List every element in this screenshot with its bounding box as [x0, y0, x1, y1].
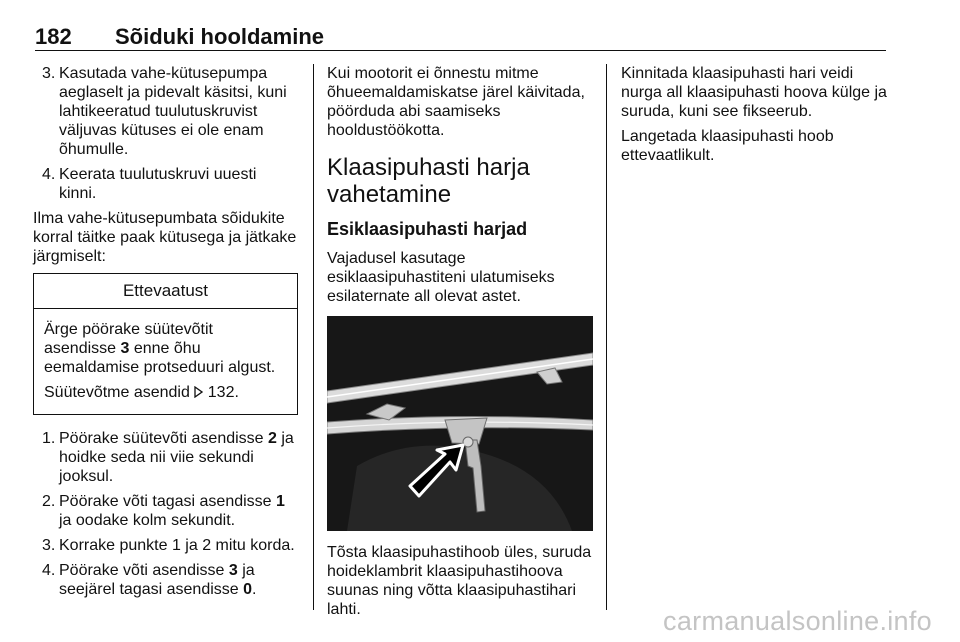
list-item: [33, 536, 298, 555]
list-item: [33, 561, 298, 599]
paragraph: Vajadusel kasutage esiklaasipuhastiteni ulatumiseks esilaternate all olevat astet.: [327, 250, 555, 305]
steps-list-1: [33, 64, 298, 203]
list-item: [33, 64, 298, 159]
step-text: .: [252, 581, 257, 598]
step-number: 3.: [42, 537, 56, 554]
watermark: carmanualsonline.info: [663, 606, 932, 636]
column-1: [33, 64, 298, 605]
wiper-illustration: [327, 316, 593, 531]
arrow-ref-icon: [194, 384, 203, 401]
warning-box: [33, 273, 298, 415]
step-text: Pöörake võti asendisse: [59, 562, 229, 579]
step-number: 4.: [42, 562, 56, 579]
column-divider-1: [313, 64, 314, 610]
step-text: Keerata tuulutuskruvi uuesti kinni.: [59, 166, 257, 202]
page-header: [35, 26, 886, 51]
step-text: ja oodake kolm sekundit.: [59, 512, 236, 529]
step-number: 4.: [42, 166, 56, 183]
subsection-heading: Esiklaasipuhasti harjad: [327, 219, 528, 239]
page-number: 182: [35, 24, 72, 49]
warning-reference: [44, 383, 287, 402]
steps-list-2: [33, 429, 298, 599]
list-item: [33, 492, 298, 530]
list-item: [33, 165, 298, 203]
section-heading: Klaasipuhasti harja vahetamine: [327, 154, 530, 208]
list-item: [33, 429, 298, 486]
step-bold: 0: [243, 581, 253, 598]
step-number: 1.: [42, 430, 56, 447]
step-text: ja seejärel tagasi asendisse: [59, 562, 255, 598]
step-text: Pöörake süütevõti asendisse: [59, 430, 269, 447]
column-3: [621, 64, 887, 171]
paragraph: Kui mootorit ei õnnestu mitme õhueemaldamiskatse järel käivitada, pöörduda abi saamiseks hooldustöökotta.: [327, 65, 585, 139]
step-bold: 3: [228, 562, 238, 579]
paragraph: Langetada klaasipuhasti hoob ettevaatlikult.: [621, 128, 834, 164]
step-text: ja hoidke seda nii viie sekundi jooksul.: [59, 430, 294, 485]
page-title: Sõiduki hooldamine: [115, 24, 325, 49]
column-2: [327, 64, 593, 625]
warning-title: Ettevaatust: [34, 274, 297, 309]
step-text: Kasutada vahe-kütusepumpa aeglaselt ja pidevalt käsitsi, kuni lahtikeeratud tuulutuskruvist väljuvas kütuses ei ole enam õhumulle.: [59, 65, 287, 158]
warning-body: [34, 309, 297, 414]
reference-page[interactable]: 132.: [207, 384, 239, 401]
warning-bold-value: 3: [120, 340, 130, 357]
step-number: 3.: [42, 65, 56, 82]
reference-text: Süütevõtme asendid: [44, 384, 195, 401]
paragraph: Kinnitada klaasipuhasti hari veidi nurga all klaasipuhasti hoova külge ja suruda, kuni see fikseerub.: [621, 65, 887, 120]
step-text: Pöörake võti tagasi asendisse: [59, 493, 277, 510]
paragraph: Ilma vahe-kütusepumbata sõidukite korral täitke paak kütusega ja jätkake järgmiselt:: [33, 210, 297, 265]
step-number: 2.: [42, 493, 56, 510]
warning-text-part: Ärge pöörake süütevõtit asendisse: [44, 321, 213, 357]
step-bold: 1: [276, 493, 285, 510]
step-text: Korrake punkte 1 ja 2 mitu korda.: [59, 537, 295, 554]
step-bold: 2: [268, 430, 277, 447]
paragraph: Tõsta klaasipuhastihoob üles, suruda hoideklambrit klaasipuhastihoova suunas ning võtta klaasipuhastihari lahti.: [327, 544, 592, 618]
warning-text: [44, 320, 287, 377]
column-divider-2: [606, 64, 607, 610]
warning-text-part: enne õhu eemaldamise protseduuri algust.: [44, 340, 276, 376]
